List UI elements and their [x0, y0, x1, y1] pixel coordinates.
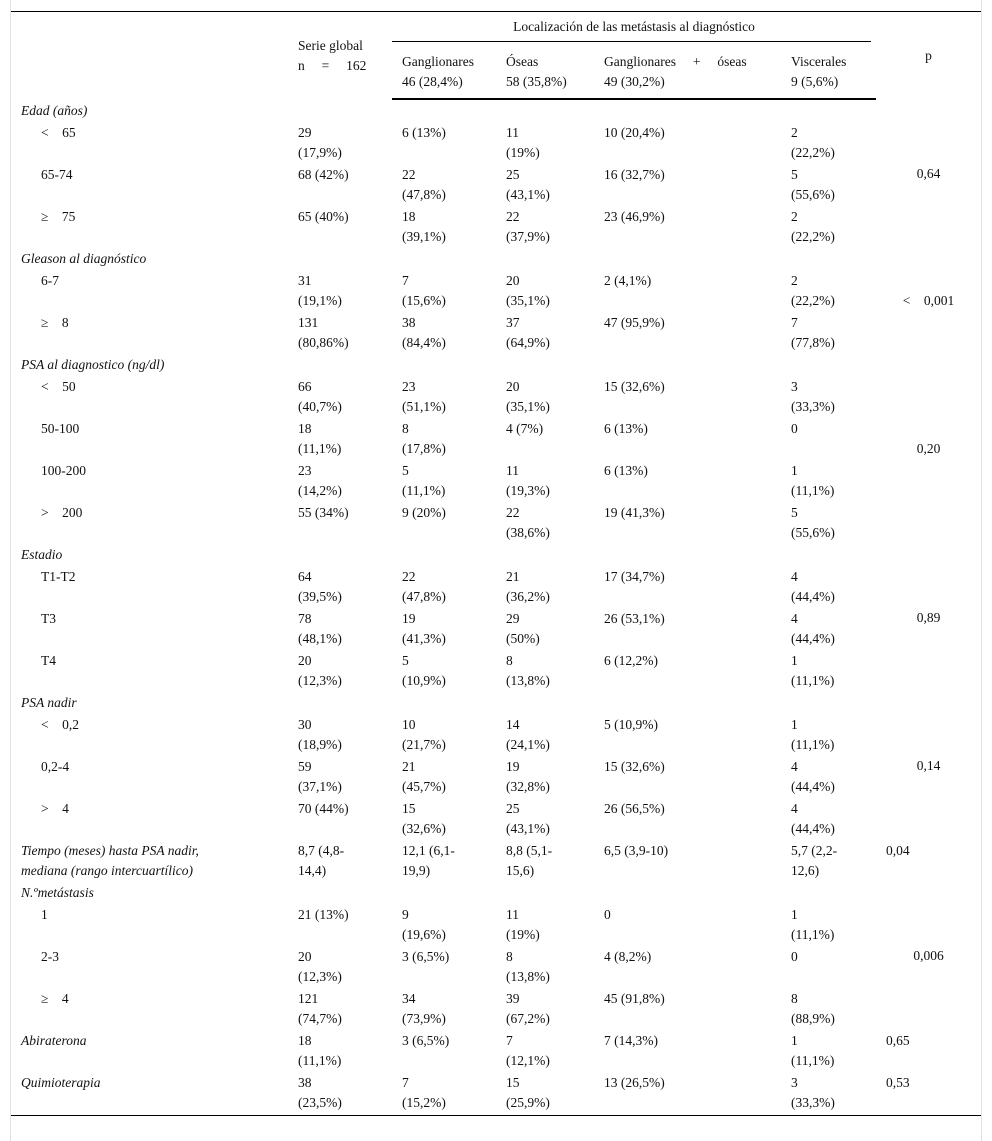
cell-value: 19 (41,3%) — [604, 505, 665, 520]
header-col-n: 58 (35,8%) — [506, 74, 567, 89]
cell-value: 1 (11,1%) — [791, 653, 835, 688]
cell-value: 12,1 (6,1- 19,9) — [402, 843, 455, 878]
header-group-title: Localización de las metástasis al diagnóstico — [513, 19, 755, 34]
cell-value: 0 — [791, 421, 798, 436]
cell-value: 45 (91,8%) — [604, 991, 665, 1006]
cell-value: 8 (88,9%) — [791, 991, 835, 1026]
cell-value: 34 (73,9%) — [402, 991, 446, 1026]
header-serie-n: n = 162 — [298, 57, 367, 73]
section-title: PSA nadir — [21, 695, 77, 710]
section-header-row — [11, 99, 981, 122]
cell-value: 7 (77,8%) — [791, 315, 835, 350]
row-label: T1-T2 — [41, 569, 76, 584]
section-title: Abiraterona — [21, 1033, 87, 1048]
header-col-ganglionares — [392, 46, 496, 99]
cell-serie-global: 30 (18,9%) — [298, 717, 342, 752]
cell-value: 15 (32,6%) — [402, 801, 446, 836]
cell-value: 4 (7%) — [506, 421, 544, 436]
cell-value: 22 (37,9%) — [506, 209, 550, 244]
cell-value: 8 (13,8%) — [506, 653, 550, 688]
row-label: 50-100 — [41, 421, 80, 436]
cell-value: 13 (26,5%) — [594, 1072, 781, 1116]
cell-value: 37 (64,9%) — [506, 315, 550, 350]
cell-value: 6 (12,2%) — [604, 653, 658, 668]
cell-value: 19 (32,8%) — [506, 759, 550, 794]
table-row — [11, 608, 981, 650]
header-col-n: 9 (5,6%) — [791, 74, 839, 89]
cell-serie-global: 8,7 (4,8- 14,4) — [298, 843, 345, 878]
section-title: Estadio — [21, 547, 63, 562]
table-row — [11, 502, 981, 544]
cell-serie-global: 18 (11,1%) — [298, 421, 342, 456]
section-title: Tiempo (meses) hasta PSA nadir, mediana (rango intercuartílico) — [21, 843, 199, 878]
cell-value: 4 (44,4%) — [791, 611, 835, 646]
cell-serie-global: 66 (40,7%) — [298, 379, 342, 414]
header-col-label: Ganglionares + óseas — [604, 54, 747, 69]
cell-value: 22 (47,8%) — [402, 167, 446, 202]
cell-value: 7 (14,3%) — [604, 1033, 658, 1048]
cell-value: 2 (22,2%) — [791, 125, 835, 160]
section-title: Gleason al diagnóstico — [21, 251, 147, 266]
header-group-localizacion — [392, 12, 876, 47]
row-label: > 200 — [41, 505, 83, 520]
table-row — [11, 840, 981, 882]
cell-serie-global: 38 (23,5%) — [288, 1072, 392, 1116]
row-label: > 4 — [41, 801, 69, 816]
cell-value: 16 (32,7%) — [604, 167, 665, 182]
section-title: Quimioterapia — [11, 1072, 288, 1116]
cell-serie-global: 55 (34%) — [298, 505, 349, 520]
cell-value: 23 (51,1%) — [402, 379, 446, 414]
row-label: T4 — [41, 653, 56, 668]
cell-value: 4 (8,2%) — [604, 949, 652, 964]
cell-serie-global: 64 (39,5%) — [298, 569, 342, 604]
section-header-row — [11, 354, 981, 376]
header-col-ganglionares-oseas — [594, 46, 781, 99]
cell-serie-global: 29 (17,9%) — [298, 125, 342, 160]
table-row — [11, 756, 981, 798]
cell-serie-global: 65 (40%) — [298, 209, 349, 224]
section-title: Edad (años) — [21, 103, 88, 118]
cell-value: 4 (44,4%) — [791, 759, 835, 794]
cell-serie-global: 131 (80,86%) — [298, 315, 349, 350]
cell-value: 5 (11,1%) — [402, 463, 446, 498]
cell-p-value: 0,20 — [916, 441, 941, 456]
cell-value: 9 (19,6%) — [402, 907, 446, 942]
cell-value: 2 (22,2%) — [791, 209, 835, 244]
cell-value: 1 (11,1%) — [791, 463, 835, 498]
header-group-rule — [392, 41, 871, 42]
header-p: p — [876, 12, 981, 100]
cell-value: 7 (15,2%) — [392, 1072, 496, 1116]
cell-value: 20 (35,1%) — [506, 273, 550, 308]
table-row — [11, 122, 981, 164]
cell-value: 0 — [604, 907, 611, 922]
cell-value: 4 (44,4%) — [791, 801, 835, 836]
cell-value: 4 (44,4%) — [791, 569, 835, 604]
section-title: N.ºmetástasis — [21, 885, 94, 900]
cell-serie-global: 78 (48,1%) — [298, 611, 342, 646]
cell-value: 5 (55,6%) — [791, 505, 835, 540]
cell-serie-global: 59 (37,1%) — [298, 759, 342, 794]
cell-value: 5 (10,9%) — [402, 653, 446, 688]
row-label: 65-74 — [41, 167, 73, 182]
cell-value: 5 (10,9%) — [604, 717, 658, 732]
cell-serie-global: 21 (13%) — [298, 907, 349, 922]
table-row — [11, 988, 981, 1030]
cell-value: 3 (6,5%) — [402, 949, 450, 964]
row-label: 2-3 — [41, 949, 59, 964]
cell-value: 3 (33,3%) — [781, 1072, 876, 1116]
cell-value: 23 (46,9%) — [604, 209, 665, 224]
cell-value: 0 — [791, 949, 798, 964]
cell-serie-global: 70 (44%) — [298, 801, 349, 816]
cell-value: 3 (6,5%) — [402, 1033, 450, 1048]
cell-p-value: 0,65 — [886, 1033, 910, 1048]
cell-value: 1 (11,1%) — [791, 1033, 835, 1068]
table-row — [11, 206, 981, 248]
header-col-n: 46 (28,4%) — [402, 74, 463, 89]
header-serie-label: Serie global — [298, 37, 363, 53]
section-title: PSA al diagnostico (ng/dl) — [21, 357, 165, 372]
row-label: ≥ 75 — [41, 209, 76, 224]
row-label: < 50 — [41, 379, 76, 394]
table-row — [11, 312, 981, 354]
cell-value: 39 (67,2%) — [506, 991, 550, 1026]
cell-value: 10 (21,7%) — [402, 717, 446, 752]
row-label: < 0,2 — [41, 717, 79, 732]
cell-value: 38 (84,4%) — [402, 315, 446, 350]
cell-value: 9 (20%) — [402, 505, 446, 520]
cell-value: 15 (32,6%) — [604, 759, 665, 774]
metastasis-table — [11, 11, 981, 1116]
cell-value: 5,7 (2,2- 12,6) — [791, 843, 838, 878]
cell-value: 1 (11,1%) — [791, 717, 835, 752]
cell-value: 6 (13%) — [402, 125, 446, 140]
cell-value: 2 (22,2%) — [791, 273, 835, 308]
table-row — [11, 418, 981, 460]
cell-value: 15 (25,9%) — [496, 1072, 594, 1116]
cell-value: 1 (11,1%) — [791, 907, 835, 942]
cell-serie-global: 68 (42%) — [298, 167, 349, 182]
table-row — [11, 460, 981, 502]
row-label: ≥ 8 — [41, 315, 69, 330]
section-header-row — [11, 248, 981, 270]
table-body — [11, 99, 981, 1116]
table-row — [11, 798, 981, 840]
header-empty — [11, 12, 288, 100]
section-header-row — [11, 692, 981, 714]
cell-serie-global: 20 (12,3%) — [298, 653, 342, 688]
row-label: 0,2-4 — [41, 759, 70, 774]
cell-value: 5 (55,6%) — [791, 167, 835, 202]
cell-value: 6 (13%) — [604, 421, 648, 436]
cell-value: 25 (43,1%) — [506, 167, 550, 202]
cell-p-value: 0,64 — [916, 165, 941, 181]
row-label: 100-200 — [41, 463, 86, 478]
table-row — [11, 270, 981, 312]
section-header-row — [11, 544, 981, 566]
cell-value: 7 (12,1%) — [506, 1033, 550, 1068]
table-row — [11, 946, 981, 988]
cell-p-value: < 0,001 — [902, 293, 955, 308]
cell-value: 22 (47,8%) — [402, 569, 446, 604]
cell-value: 47 (95,9%) — [604, 315, 665, 330]
cell-value: 26 (53,1%) — [604, 611, 665, 626]
cell-value: 22 (38,6%) — [506, 505, 550, 540]
cell-value: 26 (56,5%) — [604, 801, 665, 816]
cell-serie-global: 31 (19,1%) — [298, 273, 342, 308]
cell-p-value: 0,53 — [876, 1072, 981, 1116]
cell-value: 8,8 (5,1- 15,6) — [506, 843, 553, 878]
table-row — [11, 714, 981, 756]
row-label: ≥ 4 — [41, 991, 69, 1006]
header-serie-global — [288, 12, 392, 100]
cell-value: 21 (36,2%) — [506, 569, 550, 604]
cell-value: 20 (35,1%) — [506, 379, 550, 414]
row-label: < 65 — [41, 125, 76, 140]
cell-serie-global: 20 (12,3%) — [298, 949, 342, 984]
cell-value: 6,5 (3,9-10) — [604, 843, 669, 858]
header-col-label: Viscerales — [791, 54, 847, 69]
header-col-label: Óseas — [506, 54, 539, 69]
header-col-viscerales — [781, 46, 876, 99]
cell-value: 8 (13,8%) — [506, 949, 550, 984]
table-row — [11, 566, 981, 608]
header-col-label: Ganglionares — [402, 54, 474, 69]
cell-value: 7 (15,6%) — [402, 273, 446, 308]
cell-p-value: 0,14 — [916, 758, 941, 773]
table-row — [11, 1030, 981, 1072]
cell-value: 17 (34,7%) — [604, 569, 665, 584]
table-row — [11, 164, 981, 206]
cell-p-value: 0,006 — [913, 948, 944, 963]
cell-value: 18 (39,1%) — [402, 209, 446, 244]
cell-p-value: 0,04 — [886, 843, 910, 858]
cell-value: 19 (41,3%) — [402, 611, 446, 646]
cell-value: 3 (33,3%) — [791, 379, 835, 414]
row-label: T3 — [41, 611, 56, 626]
cell-value: 25 (43,1%) — [506, 801, 550, 836]
cell-value: 11 (19%) — [506, 125, 540, 160]
table-row — [11, 376, 981, 418]
table-row — [11, 904, 981, 946]
cell-value: 11 (19,3%) — [506, 463, 550, 498]
cell-value: 15 (32,6%) — [604, 379, 665, 394]
cell-serie-global: 18 (11,1%) — [298, 1033, 342, 1068]
cell-serie-global: 23 (14,2%) — [298, 463, 342, 498]
table-row — [11, 650, 981, 692]
cell-serie-global: 121 (74,7%) — [298, 991, 342, 1026]
section-header-row — [11, 882, 981, 904]
cell-value: 2 (4,1%) — [604, 273, 652, 288]
row-label: 1 — [41, 907, 48, 922]
table-row — [11, 1072, 981, 1116]
row-label: 6-7 — [41, 273, 59, 288]
header-col-n: 49 (30,2%) — [604, 74, 665, 89]
cell-value: 21 (45,7%) — [402, 759, 446, 794]
cell-value: 10 (20,4%) — [604, 125, 665, 140]
cell-value: 29 (50%) — [506, 611, 540, 646]
cell-p-value: 0,89 — [916, 610, 941, 625]
cell-value: 6 (13%) — [604, 463, 648, 478]
header-col-oseas — [496, 46, 594, 99]
cell-value: 8 (17,8%) — [402, 421, 446, 456]
cell-value: 14 (24,1%) — [506, 717, 550, 752]
cell-value: 11 (19%) — [506, 907, 540, 942]
